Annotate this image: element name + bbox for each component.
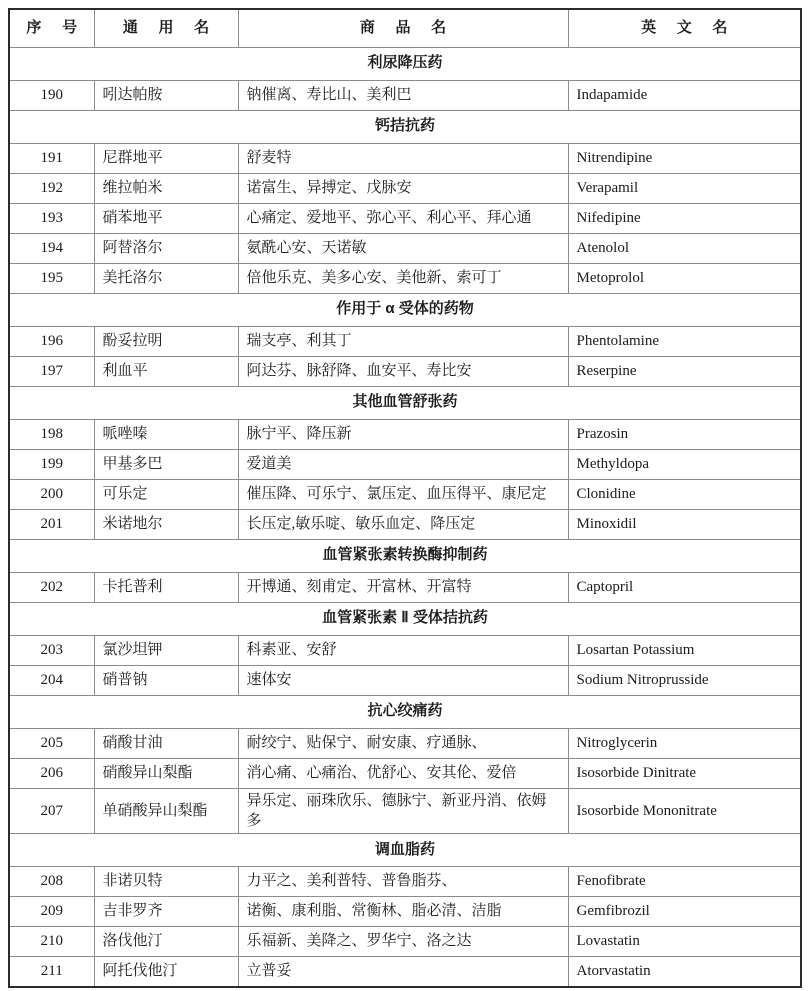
row-number-cell: 210 (9, 927, 94, 957)
row-number-cell: 190 (9, 80, 94, 110)
trade-name-cell: 舒麦特 (238, 143, 568, 173)
section-row (9, 110, 801, 143)
generic-name-cell: 美托洛尔 (94, 263, 238, 293)
table-row (9, 927, 801, 957)
row-number-cell: 211 (9, 957, 94, 987)
section-row (9, 834, 801, 867)
section-title: 利尿降压药 (9, 47, 801, 80)
row-number-cell: 204 (9, 665, 94, 695)
generic-name-cell: 米诺地尔 (94, 509, 238, 539)
english-name-cell: Atenolol (568, 233, 801, 263)
trade-name-cell: 开博通、刻甫定、开富林、开富特 (238, 572, 568, 602)
generic-name-cell: 阿托伐他汀 (94, 957, 238, 987)
table-row (9, 572, 801, 602)
english-name-cell: Nitroglycerin (568, 728, 801, 758)
table-row (9, 203, 801, 233)
table-row (9, 233, 801, 263)
row-number-cell: 200 (9, 479, 94, 509)
table-row (9, 419, 801, 449)
section-title: 血管紧张素转换酶抑制药 (9, 539, 801, 572)
trade-name-cell: 脉宁平、降压新 (238, 419, 568, 449)
row-number-cell: 192 (9, 173, 94, 203)
generic-name-cell: 酚妥拉明 (94, 326, 238, 356)
table-row (9, 509, 801, 539)
table-row (9, 80, 801, 110)
trade-name-cell: 爱道美 (238, 449, 568, 479)
trade-name-cell: 消心痛、心痛治、优舒心、安其伦、爱倍 (238, 758, 568, 788)
generic-name-cell: 硝酸甘油 (94, 728, 238, 758)
english-name-cell: Indapamide (568, 80, 801, 110)
trade-name-cell: 氨酰心安、天诺敏 (238, 233, 568, 263)
trade-name-cell: 耐绞宁、贴保宁、耐安康、疗通脉、 (238, 728, 568, 758)
generic-name-cell: 吲达帕胺 (94, 80, 238, 110)
table-row (9, 897, 801, 927)
generic-name-cell: 硝普钠 (94, 665, 238, 695)
column-header-english: 英 文 名 (568, 9, 801, 47)
english-name-cell: Captopril (568, 572, 801, 602)
section-row (9, 293, 801, 326)
table-row (9, 758, 801, 788)
english-name-cell: Nifedipine (568, 203, 801, 233)
trade-name-cell: 速体安 (238, 665, 568, 695)
trade-name-cell: 长压定,敏乐啶、敏乐血定、降压定 (238, 509, 568, 539)
trade-name-cell: 钠催离、寿比山、美利巴 (238, 80, 568, 110)
generic-name-cell: 洛伐他汀 (94, 927, 238, 957)
table-row (9, 479, 801, 509)
table-row (9, 263, 801, 293)
section-title: 作用于 α 受体的药物 (9, 293, 801, 326)
generic-name-cell: 维拉帕米 (94, 173, 238, 203)
generic-name-cell: 非诺贝特 (94, 867, 238, 897)
english-name-cell: Prazosin (568, 419, 801, 449)
row-number-cell: 193 (9, 203, 94, 233)
column-header-trade: 商 品 名 (238, 9, 568, 47)
table-row (9, 173, 801, 203)
row-number-cell: 205 (9, 728, 94, 758)
trade-name-cell: 阿达芬、脉舒降、血安平、寿比安 (238, 356, 568, 386)
generic-name-cell: 氯沙坦钾 (94, 635, 238, 665)
row-number-cell: 196 (9, 326, 94, 356)
trade-name-cell: 力平之、美利普特、普鲁脂芬、 (238, 867, 568, 897)
table-row (9, 728, 801, 758)
trade-name-cell: 诺衡、康利脂、常衡林、脂必清、洁脂 (238, 897, 568, 927)
section-title: 调血脂药 (9, 834, 801, 867)
trade-name-cell: 乐福新、美降之、罗华宁、洛之达 (238, 927, 568, 957)
row-number-cell: 202 (9, 572, 94, 602)
english-name-cell: Phentolamine (568, 326, 801, 356)
table-row (9, 143, 801, 173)
trade-name-cell: 心痛定、爱地平、弥心平、利心平、拜心通 (238, 203, 568, 233)
row-number-cell: 199 (9, 449, 94, 479)
generic-name-cell: 硝酸异山梨酯 (94, 758, 238, 788)
trade-name-cell: 瑞支亭、利其丁 (238, 326, 568, 356)
english-name-cell: Fenofibrate (568, 867, 801, 897)
english-name-cell: Metoprolol (568, 263, 801, 293)
generic-name-cell: 单硝酸异山梨酯 (94, 788, 238, 834)
table-row (9, 788, 801, 834)
section-title: 血管紧张素 Ⅱ 受体拮抗药 (9, 602, 801, 635)
section-title: 钙拮抗药 (9, 110, 801, 143)
row-number-cell: 191 (9, 143, 94, 173)
table-row (9, 356, 801, 386)
trade-name-cell: 立普妥 (238, 957, 568, 987)
section-row (9, 47, 801, 80)
english-name-cell: Reserpine (568, 356, 801, 386)
row-number-cell: 201 (9, 509, 94, 539)
table-row (9, 635, 801, 665)
generic-name-cell: 卡托普利 (94, 572, 238, 602)
row-number-cell: 207 (9, 788, 94, 834)
trade-name-cell: 异乐定、丽珠欣乐、德脉宁、新亚丹消、依姆多 (238, 788, 568, 834)
row-number-cell: 203 (9, 635, 94, 665)
section-row (9, 386, 801, 419)
column-header-generic: 通 用 名 (94, 9, 238, 47)
row-number-cell: 197 (9, 356, 94, 386)
column-header-no: 序 号 (9, 9, 94, 47)
english-name-cell: Losartan Potassium (568, 635, 801, 665)
english-name-cell: Lovastatin (568, 927, 801, 957)
trade-name-cell: 倍他乐克、美多心安、美他新、索可丁 (238, 263, 568, 293)
table-row (9, 957, 801, 987)
table-row (9, 867, 801, 897)
english-name-cell: Gemfibrozil (568, 897, 801, 927)
row-number-cell: 198 (9, 419, 94, 449)
generic-name-cell: 甲基多巴 (94, 449, 238, 479)
table-body (9, 47, 801, 987)
english-name-cell: Clonidine (568, 479, 801, 509)
generic-name-cell: 吉非罗齐 (94, 897, 238, 927)
row-number-cell: 209 (9, 897, 94, 927)
generic-name-cell: 利血平 (94, 356, 238, 386)
generic-name-cell: 可乐定 (94, 479, 238, 509)
table-row (9, 326, 801, 356)
header-row (9, 9, 801, 47)
english-name-cell: Isosorbide Mononitrate (568, 788, 801, 834)
english-name-cell: Sodium Nitroprusside (568, 665, 801, 695)
english-name-cell: Isosorbide Dinitrate (568, 758, 801, 788)
drug-list-table (8, 8, 802, 988)
table-header (9, 9, 801, 47)
generic-name-cell: 硝苯地平 (94, 203, 238, 233)
trade-name-cell: 科素亚、安舒 (238, 635, 568, 665)
english-name-cell: Nitrendipine (568, 143, 801, 173)
section-title: 抗心绞痛药 (9, 695, 801, 728)
english-name-cell: Verapamil (568, 173, 801, 203)
section-row (9, 539, 801, 572)
trade-name-cell: 催压降、可乐宁、氯压定、血压得平、康尼定 (238, 479, 568, 509)
row-number-cell: 208 (9, 867, 94, 897)
row-number-cell: 195 (9, 263, 94, 293)
generic-name-cell: 尼群地平 (94, 143, 238, 173)
table-row (9, 449, 801, 479)
row-number-cell: 206 (9, 758, 94, 788)
section-row (9, 695, 801, 728)
english-name-cell: Methyldopa (568, 449, 801, 479)
section-title: 其他血管舒张药 (9, 386, 801, 419)
generic-name-cell: 哌唑嗪 (94, 419, 238, 449)
table-row (9, 665, 801, 695)
english-name-cell: Atorvastatin (568, 957, 801, 987)
generic-name-cell: 阿替洛尔 (94, 233, 238, 263)
english-name-cell: Minoxidil (568, 509, 801, 539)
row-number-cell: 194 (9, 233, 94, 263)
section-row (9, 602, 801, 635)
trade-name-cell: 诺富生、异搏定、戊脉安 (238, 173, 568, 203)
